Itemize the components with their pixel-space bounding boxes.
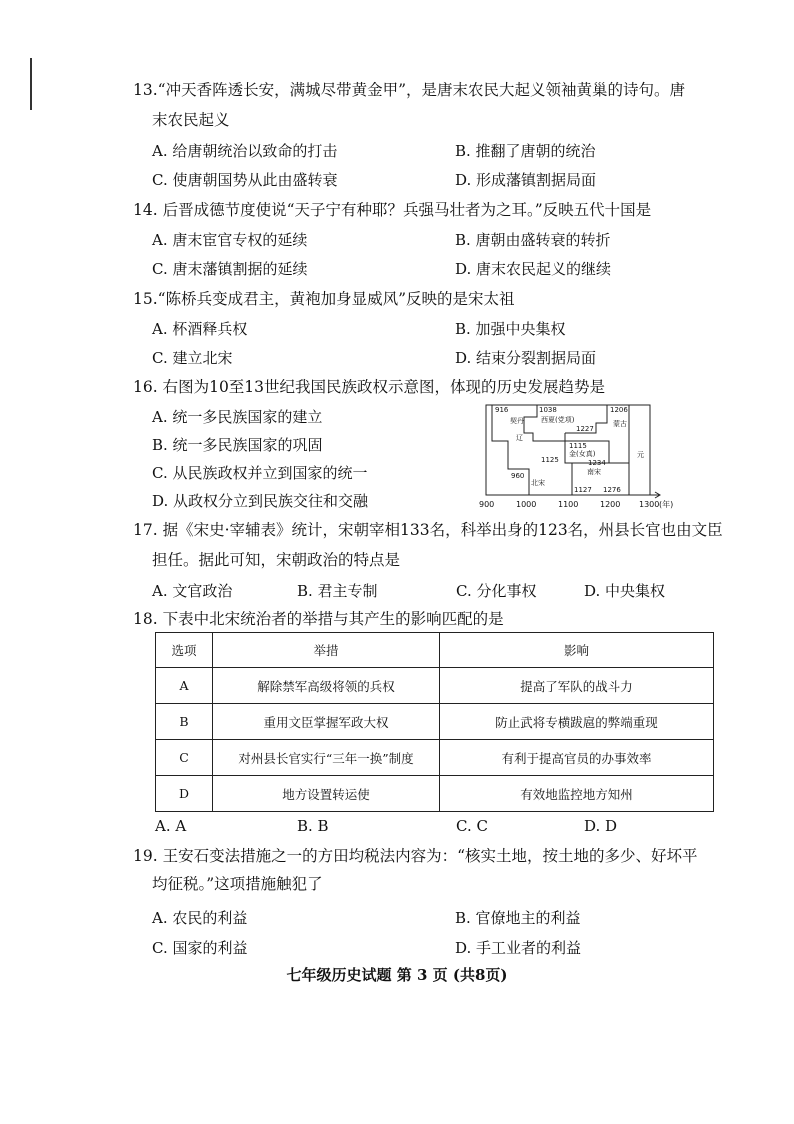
q16-stem: 16. 右图为10至13世纪我国民族政权示意图，体现的历史发展趋势是 <box>133 378 606 396</box>
q17-option-a: A. 文官政治 <box>152 582 233 600</box>
table-cell-option: B <box>156 704 213 740</box>
diagram-nansong-end: 1276 <box>603 486 621 494</box>
q16-option-b: B. 统一多民族国家的巩固 <box>152 436 323 454</box>
diagram-tick-1100: 1100 <box>558 500 579 509</box>
diagram-nansong-name: 南宋 <box>587 468 601 476</box>
table-cell-effect: 有效地监控地方知州 <box>440 776 714 812</box>
table-header-measure: 举措 <box>213 633 440 668</box>
q18-option-d: D. D <box>584 817 618 835</box>
binding-mark <box>30 58 32 110</box>
q19-option-a: A. 农民的利益 <box>152 909 248 927</box>
diagram-jin-name: 金(女真) <box>569 450 596 458</box>
table-cell-measure: 解除禁军高级将领的兵权 <box>213 668 440 704</box>
diagram-beisong-start: 960 <box>511 472 525 480</box>
diagram-x-unit: (年) <box>659 500 674 509</box>
diagram-xixia-name: 西夏(党项) <box>541 416 575 424</box>
diagram-liao-name1: 契丹 <box>510 417 524 425</box>
q14-option-d: D. 唐末农民起义的继续 <box>455 260 612 278</box>
table-cell-option: D <box>156 776 213 812</box>
q14-option-b: B. 唐朝由盛转衰的转折 <box>455 231 611 249</box>
q16-option-c: C. 从民族政权并立到国家的统一 <box>152 464 368 482</box>
diagram-jin-start: 1115 <box>569 442 587 450</box>
table-cell-measure: 地方设置转运使 <box>213 776 440 812</box>
q19-option-d: D. 手工业者的利益 <box>455 939 582 957</box>
q19-option-b: B. 官僚地主的利益 <box>455 909 581 927</box>
q17-stem-line1: 17. 据《宋史·宰辅表》统计，宋朝宰相133名，科举出身的123名，州县长官也由文臣 <box>133 521 723 539</box>
table-row <box>156 668 714 704</box>
q17-stem-line2: 担任。据此可知，宋朝政治的特点是 <box>152 551 401 569</box>
q19-stem-line2: 均征税。”这项措施触犯了 <box>152 875 323 893</box>
diagram-tick-1300: 1300 <box>639 500 660 509</box>
q14-option-c: C. 唐末藩镇割据的延续 <box>152 260 308 278</box>
table-header-effect: 影响 <box>440 633 714 668</box>
q18-option-c: C. C <box>456 817 488 835</box>
diagram-yuan-name: 元 <box>637 451 644 459</box>
q15-option-b: B. 加强中央集权 <box>455 320 566 338</box>
table-header-option: 选项 <box>156 633 213 668</box>
diagram-xixia-start: 1038 <box>539 406 557 414</box>
q13-option-a: A. 给唐朝统治以致命的打击 <box>152 142 338 160</box>
q13-option-c: C. 使唐朝国势从此由盛转衰 <box>152 171 338 189</box>
q17-option-d: D. 中央集权 <box>584 582 666 600</box>
table-cell-measure: 重用文臣掌握军政大权 <box>213 704 440 740</box>
q19-option-c: C. 国家的利益 <box>152 939 248 957</box>
q17-option-c: C. 分化事权 <box>456 582 537 600</box>
q13-stem-line2: 末农民起义 <box>152 111 230 129</box>
q13-option-d: D. 形成藩镇割据局面 <box>455 171 597 189</box>
diagram-jin-end: 1234 <box>588 459 606 467</box>
q13-option-b: B. 推翻了唐朝的统治 <box>455 142 596 160</box>
diagram-liao-name2: 辽 <box>516 434 523 442</box>
diagram-tick-1000: 1000 <box>516 500 537 509</box>
q13-stem-line1: 13.“冲天香阵透长安，满城尽带黄金甲”，是唐末农民大起义领袖黄巢的诗句。唐 <box>133 81 686 99</box>
table-cell-measure: 对州县长官实行“三年一换”制度 <box>213 740 440 776</box>
diagram-tick-1200: 1200 <box>600 500 621 509</box>
diagram-liao-start: 916 <box>495 406 509 414</box>
q16-option-d: D. 从政权分立到民族交往和交融 <box>152 492 369 510</box>
q17-option-b: B. 君主专制 <box>297 582 378 600</box>
table-row <box>156 704 714 740</box>
q16-option-a: A. 统一多民族国家的建立 <box>152 408 323 426</box>
diagram-mongol-start: 1206 <box>610 406 628 414</box>
page-footer: 七年级历史试题 第 3 页 (共8页) <box>286 966 508 984</box>
q19-stem-line1: 19. 王安石变法措施之一的方田均税法内容为：“核实土地，按土地的多少、好坏平 <box>133 847 698 865</box>
diagram-xixia-end: 1227 <box>576 425 594 433</box>
q18-stem: 18. 下表中北宋统治者的举措与其产生的影响匹配的是 <box>133 610 504 628</box>
table-cell-effect: 防止武将专横跋扈的弊端重现 <box>440 704 714 740</box>
q18-option-b: B. B <box>297 817 329 835</box>
diagram-beisong-name: 北宋 <box>531 479 545 487</box>
table-cell-effect: 有利于提高官员的办事效率 <box>440 740 714 776</box>
q18-option-a: A. A <box>155 817 187 835</box>
diagram-tick-900: 900 <box>479 500 495 509</box>
table-cell-option: A <box>156 668 213 704</box>
table-header-row <box>156 633 714 668</box>
regime-timeline-diagram <box>479 403 679 515</box>
table-row <box>156 776 714 812</box>
table-cell-effect: 提高了军队的战斗力 <box>440 668 714 704</box>
diagram-nansong-start: 1127 <box>574 486 592 494</box>
q14-option-a: A. 唐末宦官专权的延续 <box>152 231 308 249</box>
q15-stem: 15.“陈桥兵变成君主，黄袍加身显威风”反映的是宋太祖 <box>133 290 515 308</box>
q15-option-c: C. 建立北宋 <box>152 349 233 367</box>
table-row <box>156 740 714 776</box>
q14-stem: 14. 后晋成德节度使说“天子宁有种耶？兵强马壮者为之耳。”反映五代十国是 <box>133 201 652 219</box>
table-cell-option: C <box>156 740 213 776</box>
diagram-mongol-name: 蒙古 <box>613 420 627 428</box>
q18-table <box>155 632 714 812</box>
q15-option-a: A. 杯酒释兵权 <box>152 320 248 338</box>
q15-option-d: D. 结束分裂割据局面 <box>455 349 597 367</box>
diagram-liao-end: 1125 <box>541 456 559 464</box>
